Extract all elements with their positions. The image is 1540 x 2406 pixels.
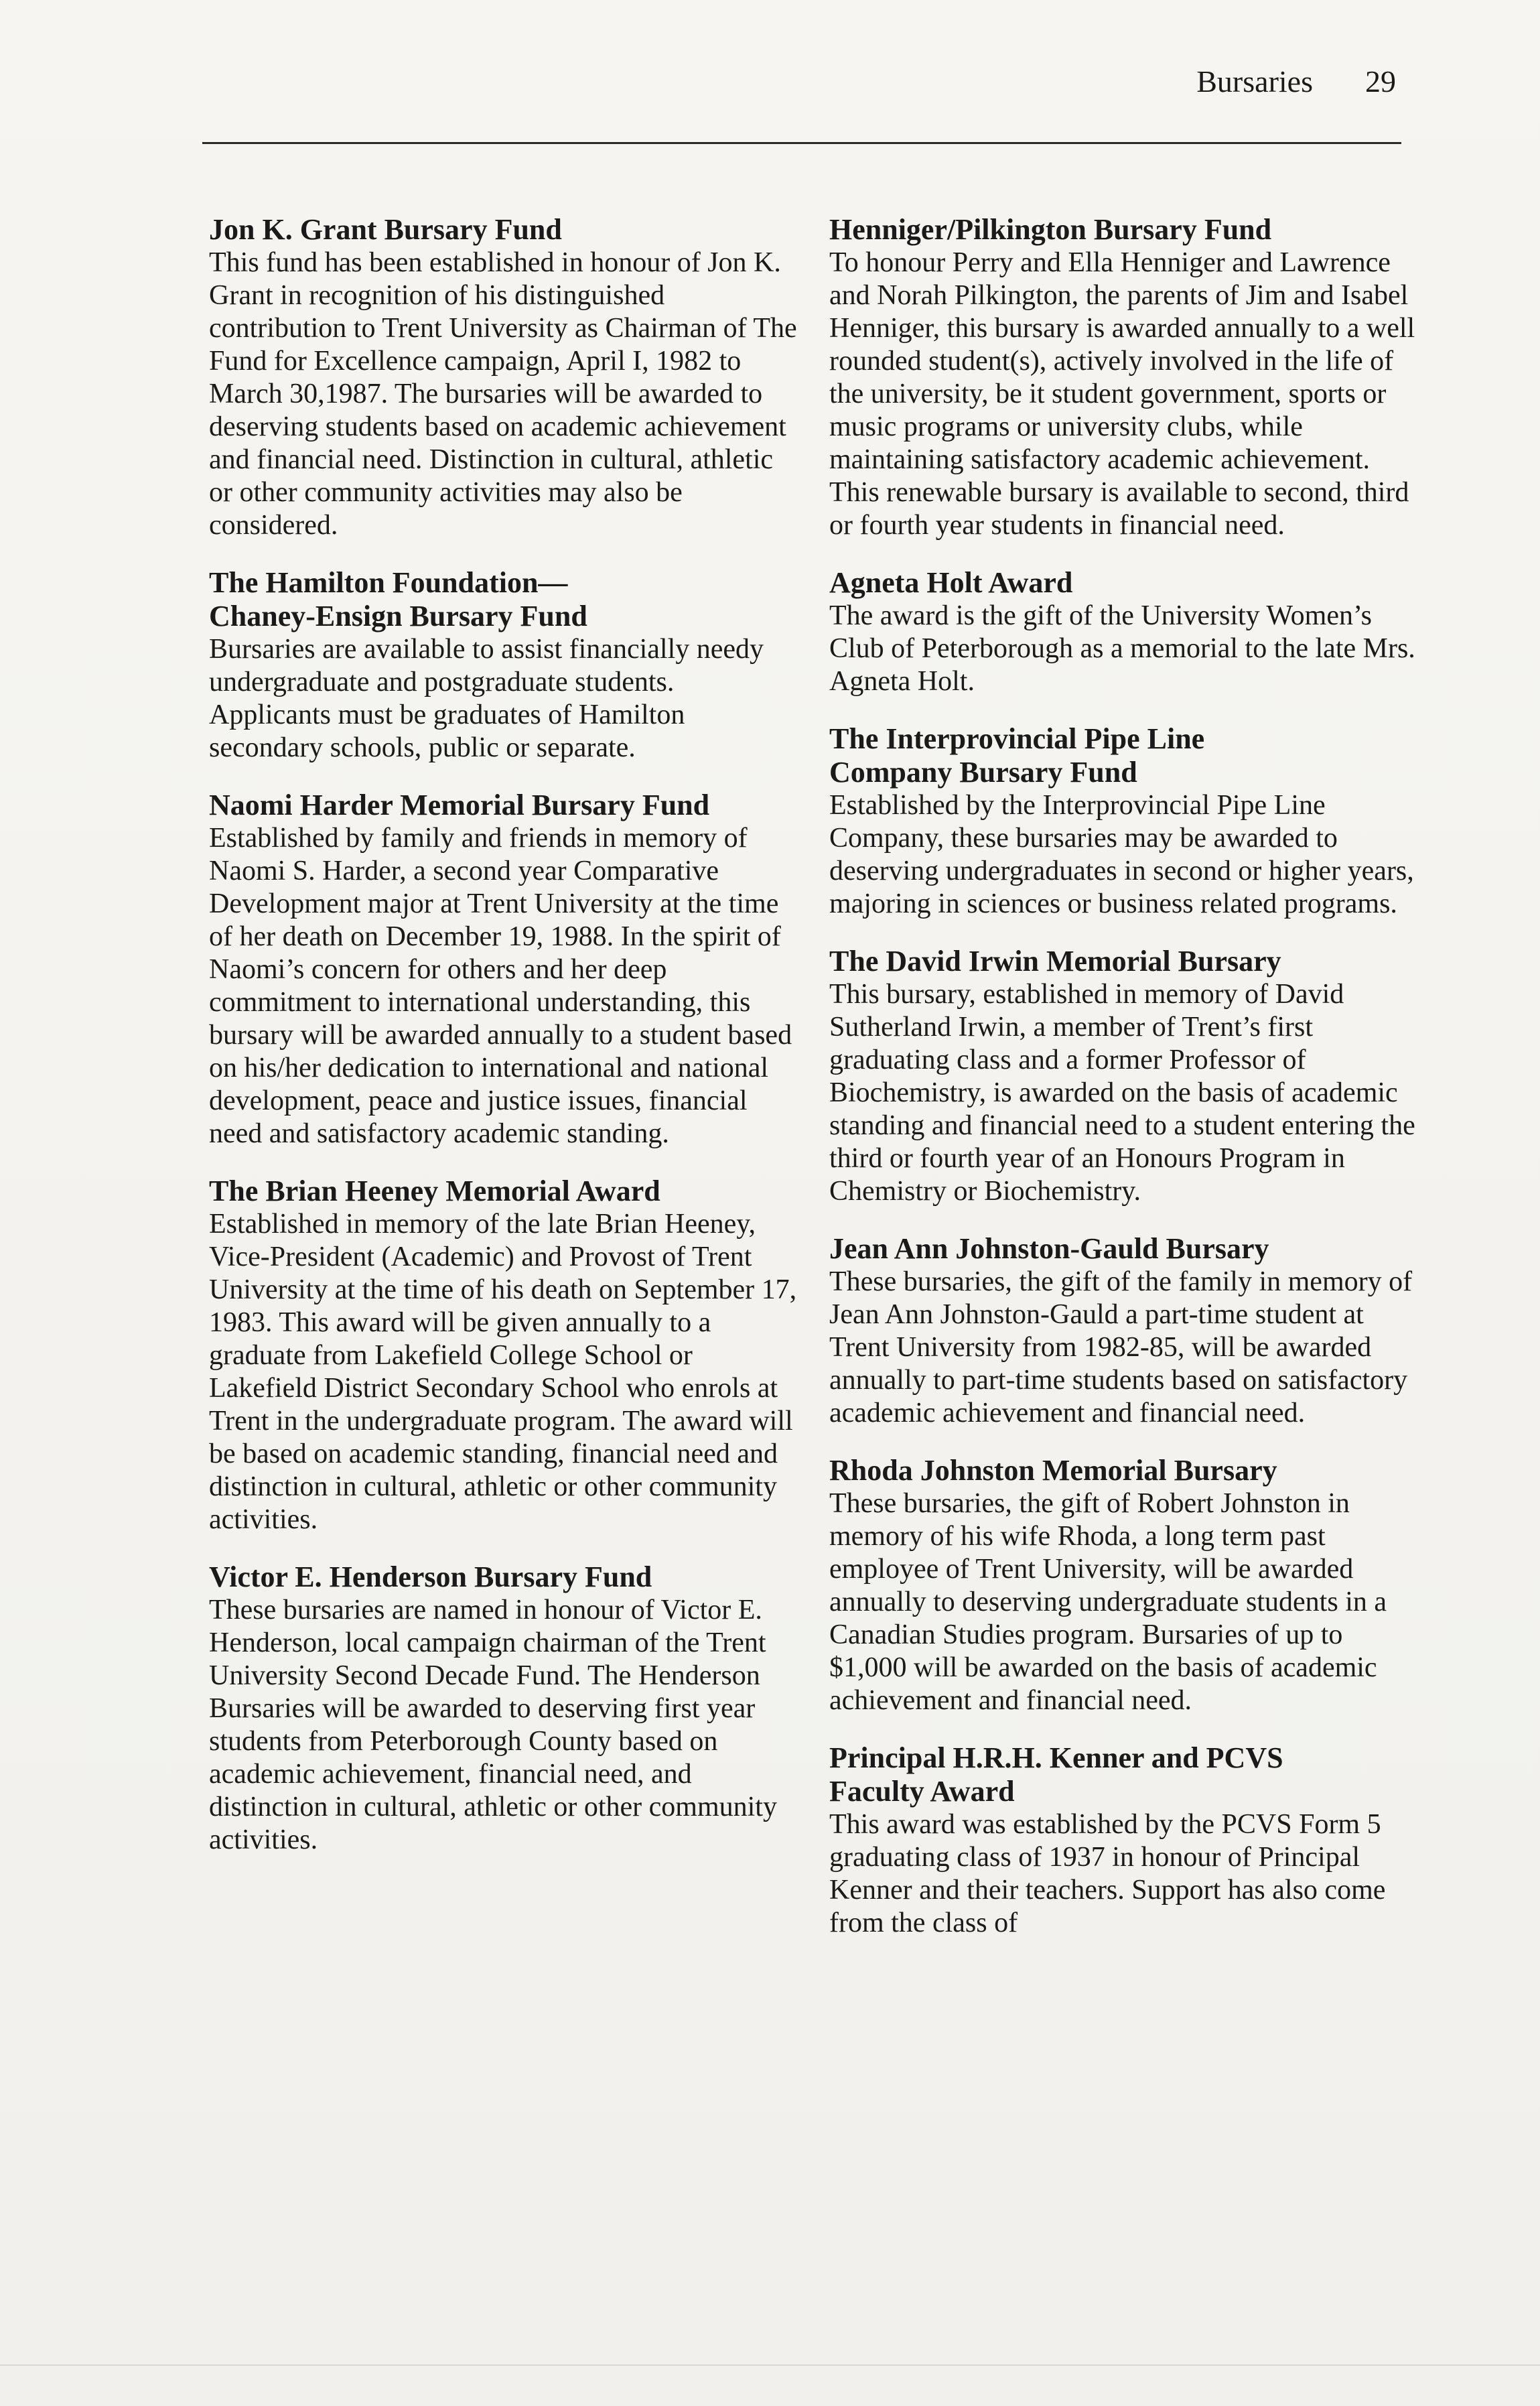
bursary-entry xyxy=(829,566,1419,698)
entry-title: Agneta Holt Award xyxy=(829,566,1073,599)
bursary-entry xyxy=(209,789,798,1150)
entry-body: This fund has been established in honour of Jon K. Grant in recognition of his distinguished contribution to Trent University as Chairman of The Fund for Excellence campaign, April I, 1982 to March 30,1987. The bursaries will be awarded to deserving students based on academic achievement and financial need. Distinction in cultural, athletic or other community activities may also be considered. xyxy=(209,247,797,541)
entry-body: Established in memory of the late Brian Heeney, Vice-President (Academic) and Provost of Trent University at the time of his death on September 17, 1983. This award will be given annually to a graduate from Lakefield College School or Lakefield District Secondary School who enrols at Trent in the undergraduate program. The award will be based on academic standing, financial need and distinction in cultural, athletic or other community activities. xyxy=(209,1209,797,1535)
bursary-entry xyxy=(209,1175,798,1536)
entry-title: Victor E. Henderson Bursary Fund xyxy=(209,1560,652,1593)
entry-title: Jean Ann Johnston-Gauld Bursary xyxy=(829,1232,1269,1265)
bursary-entry xyxy=(829,213,1419,542)
entry-body: This award was established by the PCVS Form 5 graduating class of 1937 in honour of Principal Kenner and their teachers. Support has also come from the class of xyxy=(829,1809,1386,1938)
bursary-entry xyxy=(829,1454,1419,1717)
entry-body: This bursary, established in memory of David Sutherland Irwin, a member of Trent’s first graduating class and a former Professor of Biochemistry, is awarded on the basis of academic standing and financial need to a student entering the third or fourth year of an Honours Program in Chemistry or Biochemistry. xyxy=(829,979,1415,1207)
left-column xyxy=(209,213,798,1881)
header-rule xyxy=(202,142,1401,144)
bursary-entry xyxy=(209,213,798,542)
scan-edge xyxy=(0,2364,1540,2366)
entry-title: The David Irwin Memorial Bursary xyxy=(829,945,1281,978)
right-column xyxy=(829,213,1419,1964)
bursary-entry xyxy=(829,1232,1419,1430)
bursary-entry xyxy=(209,1560,798,1857)
entry-body: Bursaries are available to assist financially needy undergraduate and postgraduate students. Applicants must be graduates of Hamilton secondary schools, public or separate. xyxy=(209,634,764,763)
bursary-entry xyxy=(829,945,1419,1208)
bursary-entry xyxy=(829,1741,1419,1940)
entry-title: Rhoda Johnston Memorial Bursary xyxy=(829,1454,1277,1487)
entry-body: These bursaries are named in honour of Victor E. Henderson, local campaign chairman of the Trent University Second Decade Fund. The Henderson Bursaries will be awarded to deserving first year students from Peterborough County based on academic achievement, financial need, and distinction in cultural, athletic or other community activities. xyxy=(209,1595,777,1855)
entry-body: Established by family and friends in memory of Naomi S. Harder, a second year Comparative Development major at Trent University at the time of her death on December 19, 1988. In the spirit of Naomi’s concern for others and her deep commitment to international understanding, this bursary will be awarded annually to a student based on his/her dedication to international and national development, peace and justice issues, financial need and satisfactory academic standing. xyxy=(209,823,792,1149)
bursary-entry xyxy=(829,722,1419,921)
entry-body: Established by the Interprovincial Pipe Line Company, these bursaries may be awarded to deserving undergraduates in second or higher years, majoring in sciences or business related programs. xyxy=(829,790,1414,919)
entry-title: Naomi Harder Memorial Bursary Fund xyxy=(209,789,710,821)
bursary-entry xyxy=(209,566,798,764)
entry-body: These bursaries, the gift of the family in memory of Jean Ann Johnston-Gauld a part-time student at Trent University from 1982-85, will be awarded annually to part-time students based on satisfactory academic achievement and financial need. xyxy=(829,1266,1413,1428)
entry-body: The award is the gift of the University Women’s Club of Peterborough as a memorial to the late Mrs. Agneta Holt. xyxy=(829,600,1415,697)
entry-title: The Hamilton Foundation— Chaney-Ensign Bursary Fund xyxy=(209,566,587,632)
entry-title: Jon K. Grant Bursary Fund xyxy=(209,213,562,246)
entry-title: The Brian Heeney Memorial Award xyxy=(209,1175,660,1207)
entry-title: Henniger/Pilkington Bursary Fund xyxy=(829,213,1272,246)
entry-title: Principal H.R.H. Kenner and PCVS Faculty Award xyxy=(829,1741,1283,1808)
running-header xyxy=(1196,64,1396,99)
entry-body: To honour Perry and Ella Henniger and Lawrence and Norah Pilkington, the parents of Jim and Isabel Henniger, this bursary is awarded annually to a well rounded student(s), actively involved in the life of the university, be it student government, sports or music programs or university clubs, while maintaining satisfactory academic achievement. This renewable bursary is available to second, third or fourth year students in financial need. xyxy=(829,247,1415,541)
entry-body: These bursaries, the gift of Robert Johnston in memory of his wife Rhoda, a long term past employee of Trent University, will be awarded annually to deserving undergraduate students in a Canadian Studies program. Bursaries of up to $1,000 will be awarded on the basis of academic achievement and financial need. xyxy=(829,1488,1387,1716)
entry-title: The Interprovincial Pipe Line Company Bursary Fund xyxy=(829,722,1205,789)
section-title: Bursaries xyxy=(1196,64,1313,98)
page-number: 29 xyxy=(1365,64,1396,98)
